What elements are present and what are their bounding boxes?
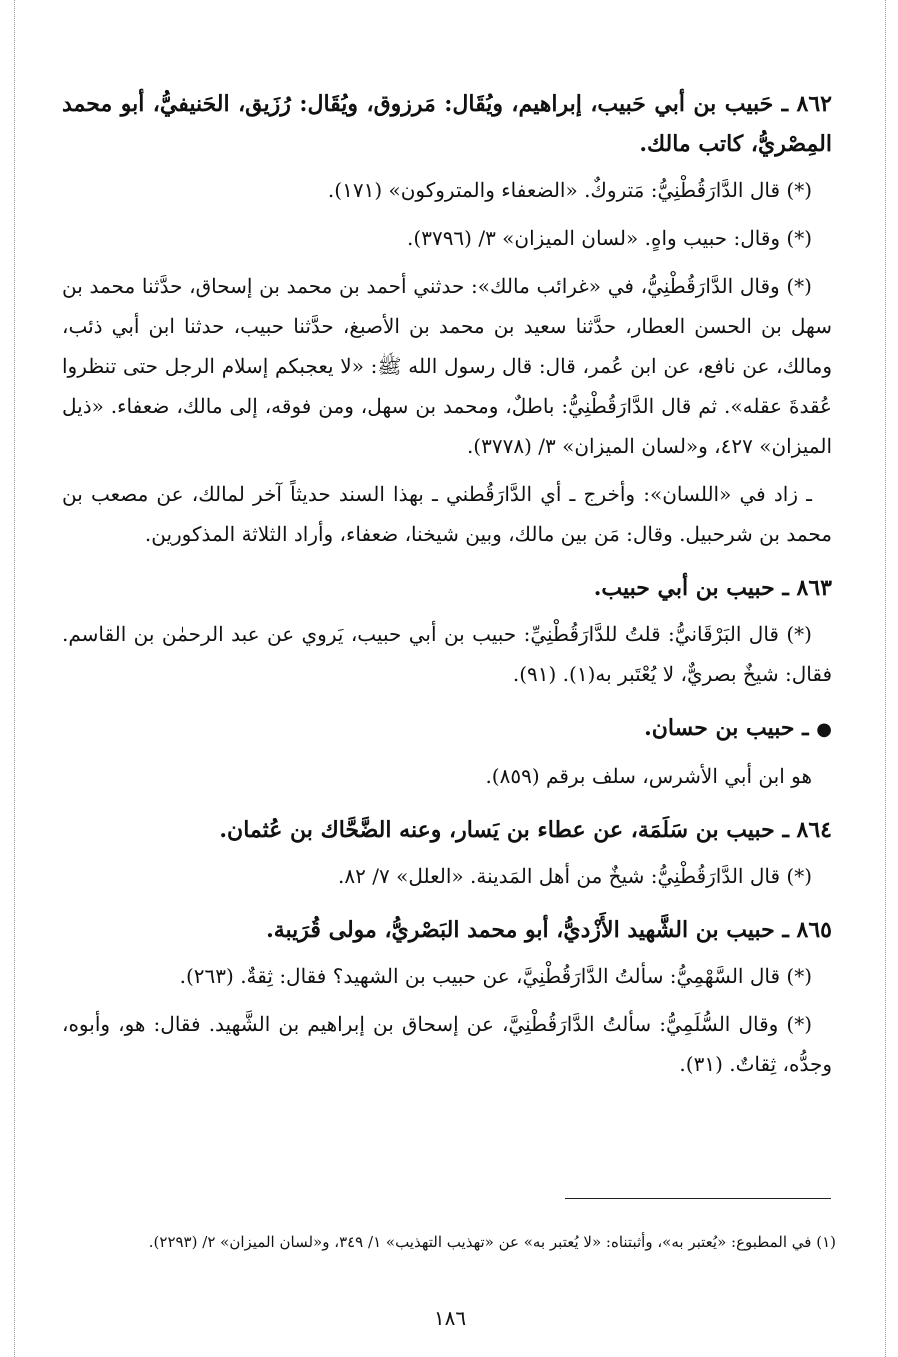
entry-862-para-1: (*) قال الدَّارَقُطْنِيُّ: مَتروكٌ. «الضعفاء والمتروكون» (١٧١). xyxy=(327,178,812,202)
scan-edge-right xyxy=(885,0,887,1357)
entry-hassan-heading xyxy=(62,708,832,750)
main-text xyxy=(62,84,832,1092)
bullet-icon: ● xyxy=(816,719,832,740)
footnote-1: (١) في المطبوع: «يُعتبر به»، وأثبتناه: «لا يُعتبر به» عن «تهذيب التهذيب» ١/ ٣٤٩، و«لسان الميزان» ٢/ (٢٢٩٣). xyxy=(148,1233,836,1251)
footnote-divider xyxy=(565,1198,831,1199)
scan-edge-left xyxy=(14,0,16,1357)
entry-863-heading: ٨٦٣ ـ حبيب بن أبي حبيب. xyxy=(593,575,832,601)
entry-862-heading: ٨٦٢ ـ حَبيب بن أبي حَبيب، إبراهيم، ويُقَال: مَرزوق، ويُقَال: رُزَيق، الحَنيفيُّ، أبو محمد المِصْريُّ، كاتب مالك. xyxy=(62,91,832,157)
page-number: ١٨٦ xyxy=(433,1306,467,1330)
entry-864-para-1: (*) قال الدَّارَقُطْنِيُّ: شيخٌ من أهل المَدينة. «العلل» ٧/ ٨٢. xyxy=(338,864,812,888)
entry-862-para-4: ـ زاد في «اللسان»: وأخرج ـ أي الدَّارَقُطني ـ بهذا السند حديثاً آخر لمالك، عن مصعب بن محمد بن شرحبيل. وقال: مَن بين مالك، وبين شيخنا، ضعفاء، وأراد الثلاثة المذكورين. xyxy=(62,482,832,546)
entry-hassan-title: ـ حبيب بن حسان. xyxy=(644,715,809,741)
entry-863-para-1: (*) قال البَرْقَانيُّ: قلتُ للدَّارَقُطْنِيِّ: حبيب بن أبي حبيب، يَروي عن عبد الرحمٰن بن القاسم. فقال: شيخٌ بصريٌّ، لا يُعْتَبر به(١). (٩١). xyxy=(62,622,832,686)
entry-862-para-3: (*) وقال الدَّارَقُطْنِيُّ، في «غرائب مالك»: حدثني أحمد بن محمد بن إسحاق، حدَّثنا محمد بن سهل بن الحسن العطار، حدَّثنا سعيد بن محمد بن الأصبغ، حدَّثنا حبيب، حدثنا ابن أبي ذئب، ومالك، عن نافع، عن ابن عُمر، قال: قال رسول الله ﷺ: «لا يعجبكم إسلام الرجل حتى تنظروا عُقدةَ عقله». ثم قال الدَّارَقُطْنِيُّ: باطلٌ، ومحمد بن سهل، ومن فوقه، إلى مالك، ضعفاء. «ذيل الميزان» ٤٢٧، و«لسان الميزان» ٣/ (٣٧٧٨). xyxy=(62,274,832,458)
entry-865-heading: ٨٦٥ ـ حبيب بن الشَّهيد الأَزْديُّ، أبو محمد البَصْريُّ، مولى قُرَيبة. xyxy=(266,917,832,943)
entry-hassan-para-1: هو ابن أبي الأشرس، سلف برقم (٨٥٩). xyxy=(485,764,812,788)
entry-864-heading: ٨٦٤ ـ حبيب بن سَلَمَة، عن عطاء بن يَسار، وعنه الضَّحَّاك بن عُثمان. xyxy=(219,817,832,843)
entry-865-para-2: (*) وقال السُّلَمِيُّ: سألتُ الدَّارَقُطْنِيَّ، عن إسحاق بن إبراهيم بن الشَّهيد. فقال: هو، وأبوه، وجدُّه، ثِقاتٌ. (٣١). xyxy=(62,1012,832,1076)
entry-865-para-1: (*) قال السَّهْمِيُّ: سألتُ الدَّارَقُطْنِيَّ، عن حبيب بن الشهيد؟ فقال: ثِقةٌ. (٢٦٣). xyxy=(179,964,812,988)
entry-862-para-2: (*) وقال: حبيب واهٍ. «لسان الميزان» ٣/ (٣٧٩٦). xyxy=(407,226,812,250)
